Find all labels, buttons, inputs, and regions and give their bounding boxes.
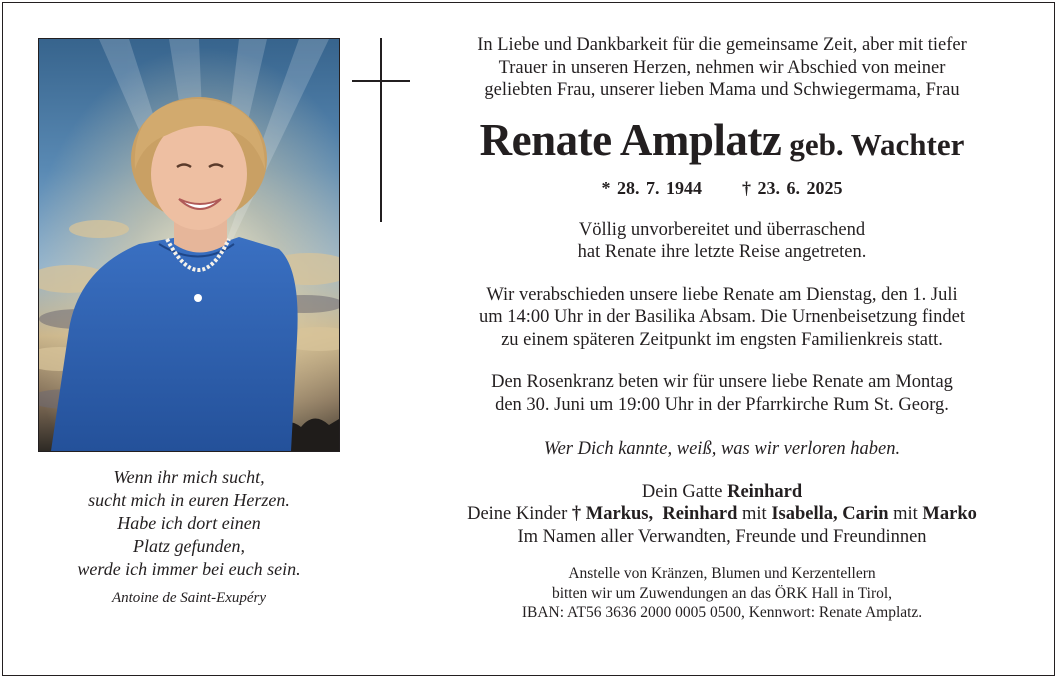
poem: Wenn ihr mich sucht, sucht mich in euren Herzen. Habe ich dort einen Platz gefunden, werde ich immer bei euch sein. <box>77 467 301 579</box>
family-mourners <box>412 481 1032 549</box>
deceased-name-line <box>412 114 1032 177</box>
death-date: † 23. 6. 2025 <box>742 177 843 198</box>
birth-date: * 28. 7. 1944 <box>601 177 702 198</box>
poem-author: Antoine de Saint-Exupéry <box>111 590 267 606</box>
paragraph-departure: Völlig unvorbereitet und überraschend hat Renate ihre letzte Reise angetreten. <box>577 219 867 262</box>
paragraph-rosary: Den Rosenkranz beten wir für unsere liebe Renate am Montag den 30. Juni um 19:00 Uhr in der Pfarrkirche Rum St. Georg. <box>491 372 953 415</box>
portrait-photo <box>38 38 340 452</box>
children-line: Deine Kinder † Markus, Reinhard mit Isabella, Carin mit Marko <box>467 504 977 524</box>
motto: Wer Dich kannte, weiß, was wir verloren haben. <box>543 439 901 459</box>
life-dates <box>412 177 1032 199</box>
relatives-line: Im Namen aller Verwandten, Freunde und Freundinnen <box>517 526 927 547</box>
intro-text: In Liebe und Dankbarkeit für die gemeinsame Zeit, aber mit tiefer Trauer in unseren Herzen, nehmen wir Abschied von meiner geliebten Frau, unserer lieben Mama und Schwiegermama, Frau <box>477 35 967 100</box>
deceased-name: Renate Amplatz <box>479 114 782 165</box>
spouse-line: Dein Gatte Reinhard <box>641 481 803 502</box>
maiden-name: geb. Wachter <box>789 126 965 162</box>
cross-icon <box>352 38 412 222</box>
donation-note: Anstelle von Kränzen, Blumen und Kerzentellern bitten wir um Zuwendungen an das ÖRK Hall in Tirol, IBAN: AT56 3636 2000 0005 0500, Kennwort: Renate Amplatz. <box>521 565 923 621</box>
notice-text <box>412 34 1032 623</box>
paragraph-funeral: Wir verabschieden unsere liebe Renate am Dienstag, den 1. Juli um 14:00 Uhr in der Basilika Absam. Die Urnenbeisetzung findet zu einem späteren Zeitpunkt im engsten Familienkreis statt. <box>478 284 966 350</box>
